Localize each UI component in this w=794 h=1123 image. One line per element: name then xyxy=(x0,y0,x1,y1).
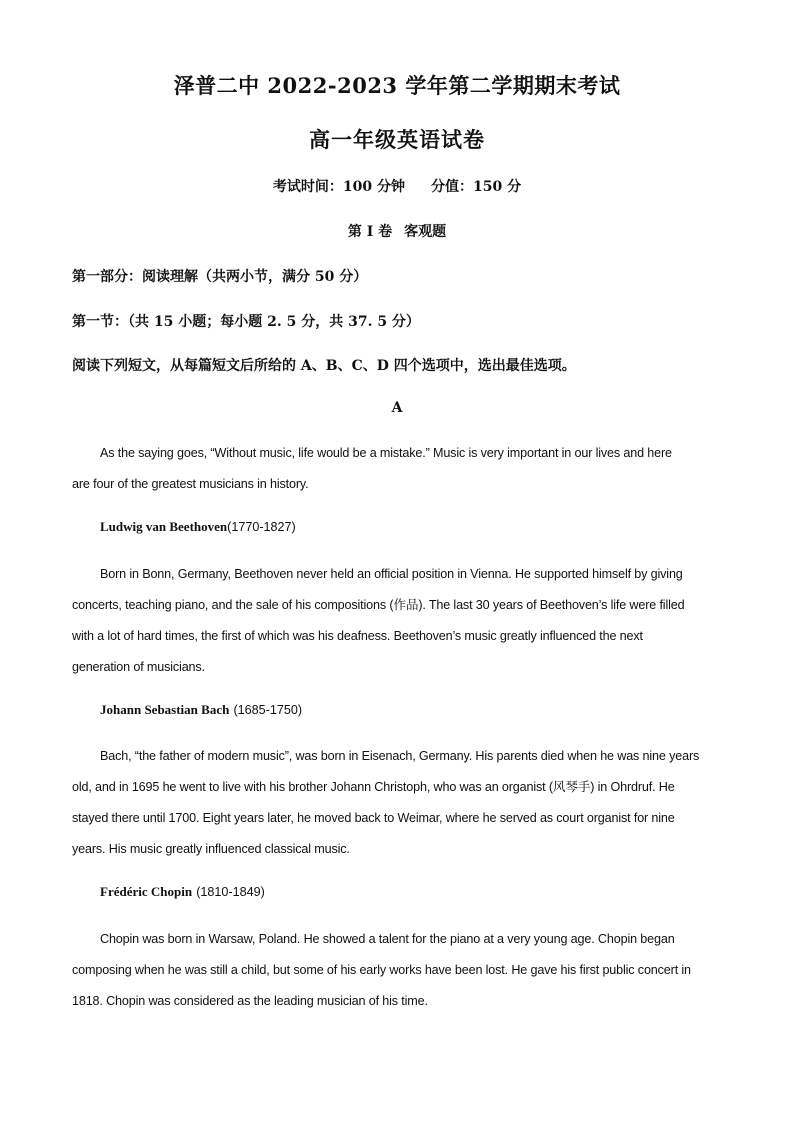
paragraph-line: Bach, “the father of modern music”, was born in Eisenach, Germany. His parents died when he was nine years xyxy=(100,749,700,763)
exam-time: 考试时间：100 分钟 xyxy=(272,179,405,195)
paragraph-line: with a lot of hard times, the first of which was his deafness. Beethoven’s music greatly influenced the next xyxy=(72,629,643,643)
paragraph-line: Born in Bonn, Germany, Beethoven never held an official position in Vienna. He supported himself by giving xyxy=(100,567,683,581)
musician-years: (1810-1849) xyxy=(196,885,265,899)
musician-name: Frédéric Chopin xyxy=(100,884,193,899)
musician-heading-beethoven xyxy=(100,519,296,535)
exam-subtitle: 高一年级英语试卷 xyxy=(309,127,485,152)
musician-paragraph-chopin xyxy=(72,924,722,1017)
paragraph-line: generation of musicians. xyxy=(72,660,205,674)
section-one-heading: 第一节：（共 15 小题；每小题 2. 5 分，共 37. 5 分） xyxy=(72,314,420,330)
exam-info xyxy=(0,176,794,196)
paragraph-line: years. His music greatly influenced classical music. xyxy=(72,842,350,856)
exam-title: 泽普二中 2022-2023 学年第二学期期末考试 xyxy=(173,73,621,98)
volume-heading xyxy=(0,221,794,241)
passage-intro xyxy=(72,438,722,500)
volume-label: 第 I 卷 xyxy=(347,224,393,240)
intro-line: are four of the greatest musicians in history. xyxy=(72,477,309,491)
paragraph-line: composing when he was still a child, but some of his early works have been lost. He gave his first public concert in xyxy=(72,963,691,977)
part-one-heading: 第一部分：阅读理解（共两小节，满分 50 分） xyxy=(72,269,368,285)
paragraph-line: Chopin was born in Warsaw, Poland. He showed a talent for the piano at a very young age. Chopin began xyxy=(100,932,675,946)
exam-score: 分值：150 分 xyxy=(431,179,522,195)
reading-instruction: 阅读下列短文，从每篇短文后所给的 A、B、C、D 四个选项中，选出最佳选项。 xyxy=(72,358,576,374)
passage-letter: A xyxy=(391,400,403,416)
paragraph-line: 1818. Chopin was considered as the leading musician of his time. xyxy=(72,994,428,1008)
paragraph-line: concerts, teaching piano, and the sale of his compositions (作品). The last 30 years of Beethoven’s life were filled xyxy=(72,598,685,612)
volume-name: 客观题 xyxy=(404,224,447,240)
musician-years: (1685-1750) xyxy=(233,703,303,717)
musician-name: Johann Sebastian Bach xyxy=(100,702,230,717)
musician-heading-bach xyxy=(100,702,302,718)
musician-paragraph-bach xyxy=(72,741,722,865)
musician-name: Ludwig van Beethoven xyxy=(100,519,228,534)
musician-paragraph-beethoven xyxy=(72,559,722,683)
musician-years: (1770-1827) xyxy=(227,520,296,534)
paragraph-line: stayed there until 1700. Eight years later, he moved back to Weimar, where he served as court organist for nine xyxy=(72,811,675,825)
musician-heading-chopin xyxy=(100,884,265,900)
intro-line: As the saying goes, “Without music, life would be a mistake.” Music is very important in our lives and here xyxy=(100,446,672,460)
paragraph-line: old, and in 1695 he went to live with his brother Johann Christoph, who was an organist (风琴手) in Ohrdruf. He xyxy=(72,780,675,794)
